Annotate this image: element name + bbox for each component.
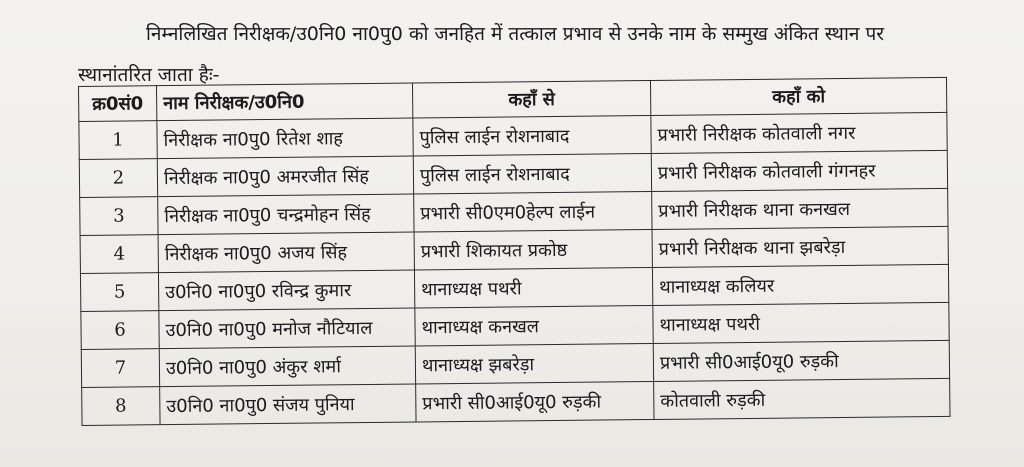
cell-from: प्रभारी सी0आई0यू0 रुड़की [416, 381, 654, 421]
cell-serial-number: 2 [79, 159, 157, 198]
header-to: कहाँ को [650, 77, 946, 115]
header-serial-number: क्र0सं0 [79, 86, 157, 122]
cell-from: थानाध्यक्ष पथरी [414, 267, 652, 307]
cell-from: थानाध्यक्ष झबरेड़ा [415, 343, 653, 383]
cell-to: थानाध्यक्ष पथरी [653, 302, 949, 343]
intro-line-2: स्थानांतरित जाता हैः- [78, 64, 220, 86]
header-from: कहाँ से [412, 81, 650, 118]
cell-serial-number: 7 [81, 349, 159, 388]
cell-serial-number: 5 [80, 273, 158, 312]
header-name: नाम निरीक्षक/उ0नि0 [157, 83, 413, 121]
transfer-table [78, 77, 951, 426]
cell-name: निरीक्षक ना0पु0 रितेश शाह [157, 118, 413, 159]
cell-name: उ0नि0 ना0पु0 रविन्द्र कुमार [158, 270, 414, 311]
cell-from: थानाध्यक्ष कनखल [415, 305, 653, 345]
cell-name: निरीक्षक ना0पु0 अजय सिंह [158, 232, 414, 273]
cell-to: कोतवाली रुड़की [654, 378, 950, 419]
cell-from: प्रभारी सी0एम0हेल्प लाईन [414, 191, 652, 231]
cell-name: निरीक्षक ना0पु0 चन्द्रमोहन सिंह [158, 194, 414, 235]
cell-from: पुलिस लाईन रोशनाबाद [413, 154, 651, 194]
cell-to: प्रभारी निरीक्षक थाना झबरेड़ा [652, 226, 948, 267]
intro-line-1: निम्नलिखित निरीक्षक/उ0नि0 ना0पु0 को जनहित में तत्काल प्रभाव से उनके नाम के सम्मुख अंकित स्थान पर [146, 23, 885, 45]
cell-to: थानाध्यक्ष कलियर [652, 264, 948, 305]
cell-to: प्रभारी निरीक्षक कोतवाली गंगनहर [651, 150, 947, 191]
cell-to: प्रभारी निरीक्षक कोतवाली नगर [651, 112, 947, 153]
cell-to: प्रभारी निरीक्षक थाना कनखल [652, 188, 948, 229]
cell-serial-number: 8 [82, 387, 160, 426]
cell-name: उ0नि0 ना0पु0 संजय पुनिया [160, 384, 416, 425]
cell-from: पुलिस लाईन रोशनाबाद [413, 116, 651, 156]
cell-serial-number: 6 [81, 311, 159, 350]
cell-name: उ0नि0 ना0पु0 अंकुर शर्मा [159, 346, 415, 387]
cell-name: उ0नि0 ना0पु0 मनोज नौटियाल [159, 308, 415, 349]
cell-name: निरीक्षक ना0पु0 अमरजीत सिंह [157, 156, 413, 197]
cell-to: प्रभारी सी0आई0यू0 रुड़की [653, 340, 949, 381]
cell-serial-number: 3 [80, 197, 158, 236]
table-row [82, 378, 950, 425]
cell-serial-number: 4 [80, 235, 158, 274]
cell-serial-number: 1 [79, 121, 157, 160]
cell-from: प्रभारी शिकायत प्रकोष्ठ [414, 229, 652, 269]
